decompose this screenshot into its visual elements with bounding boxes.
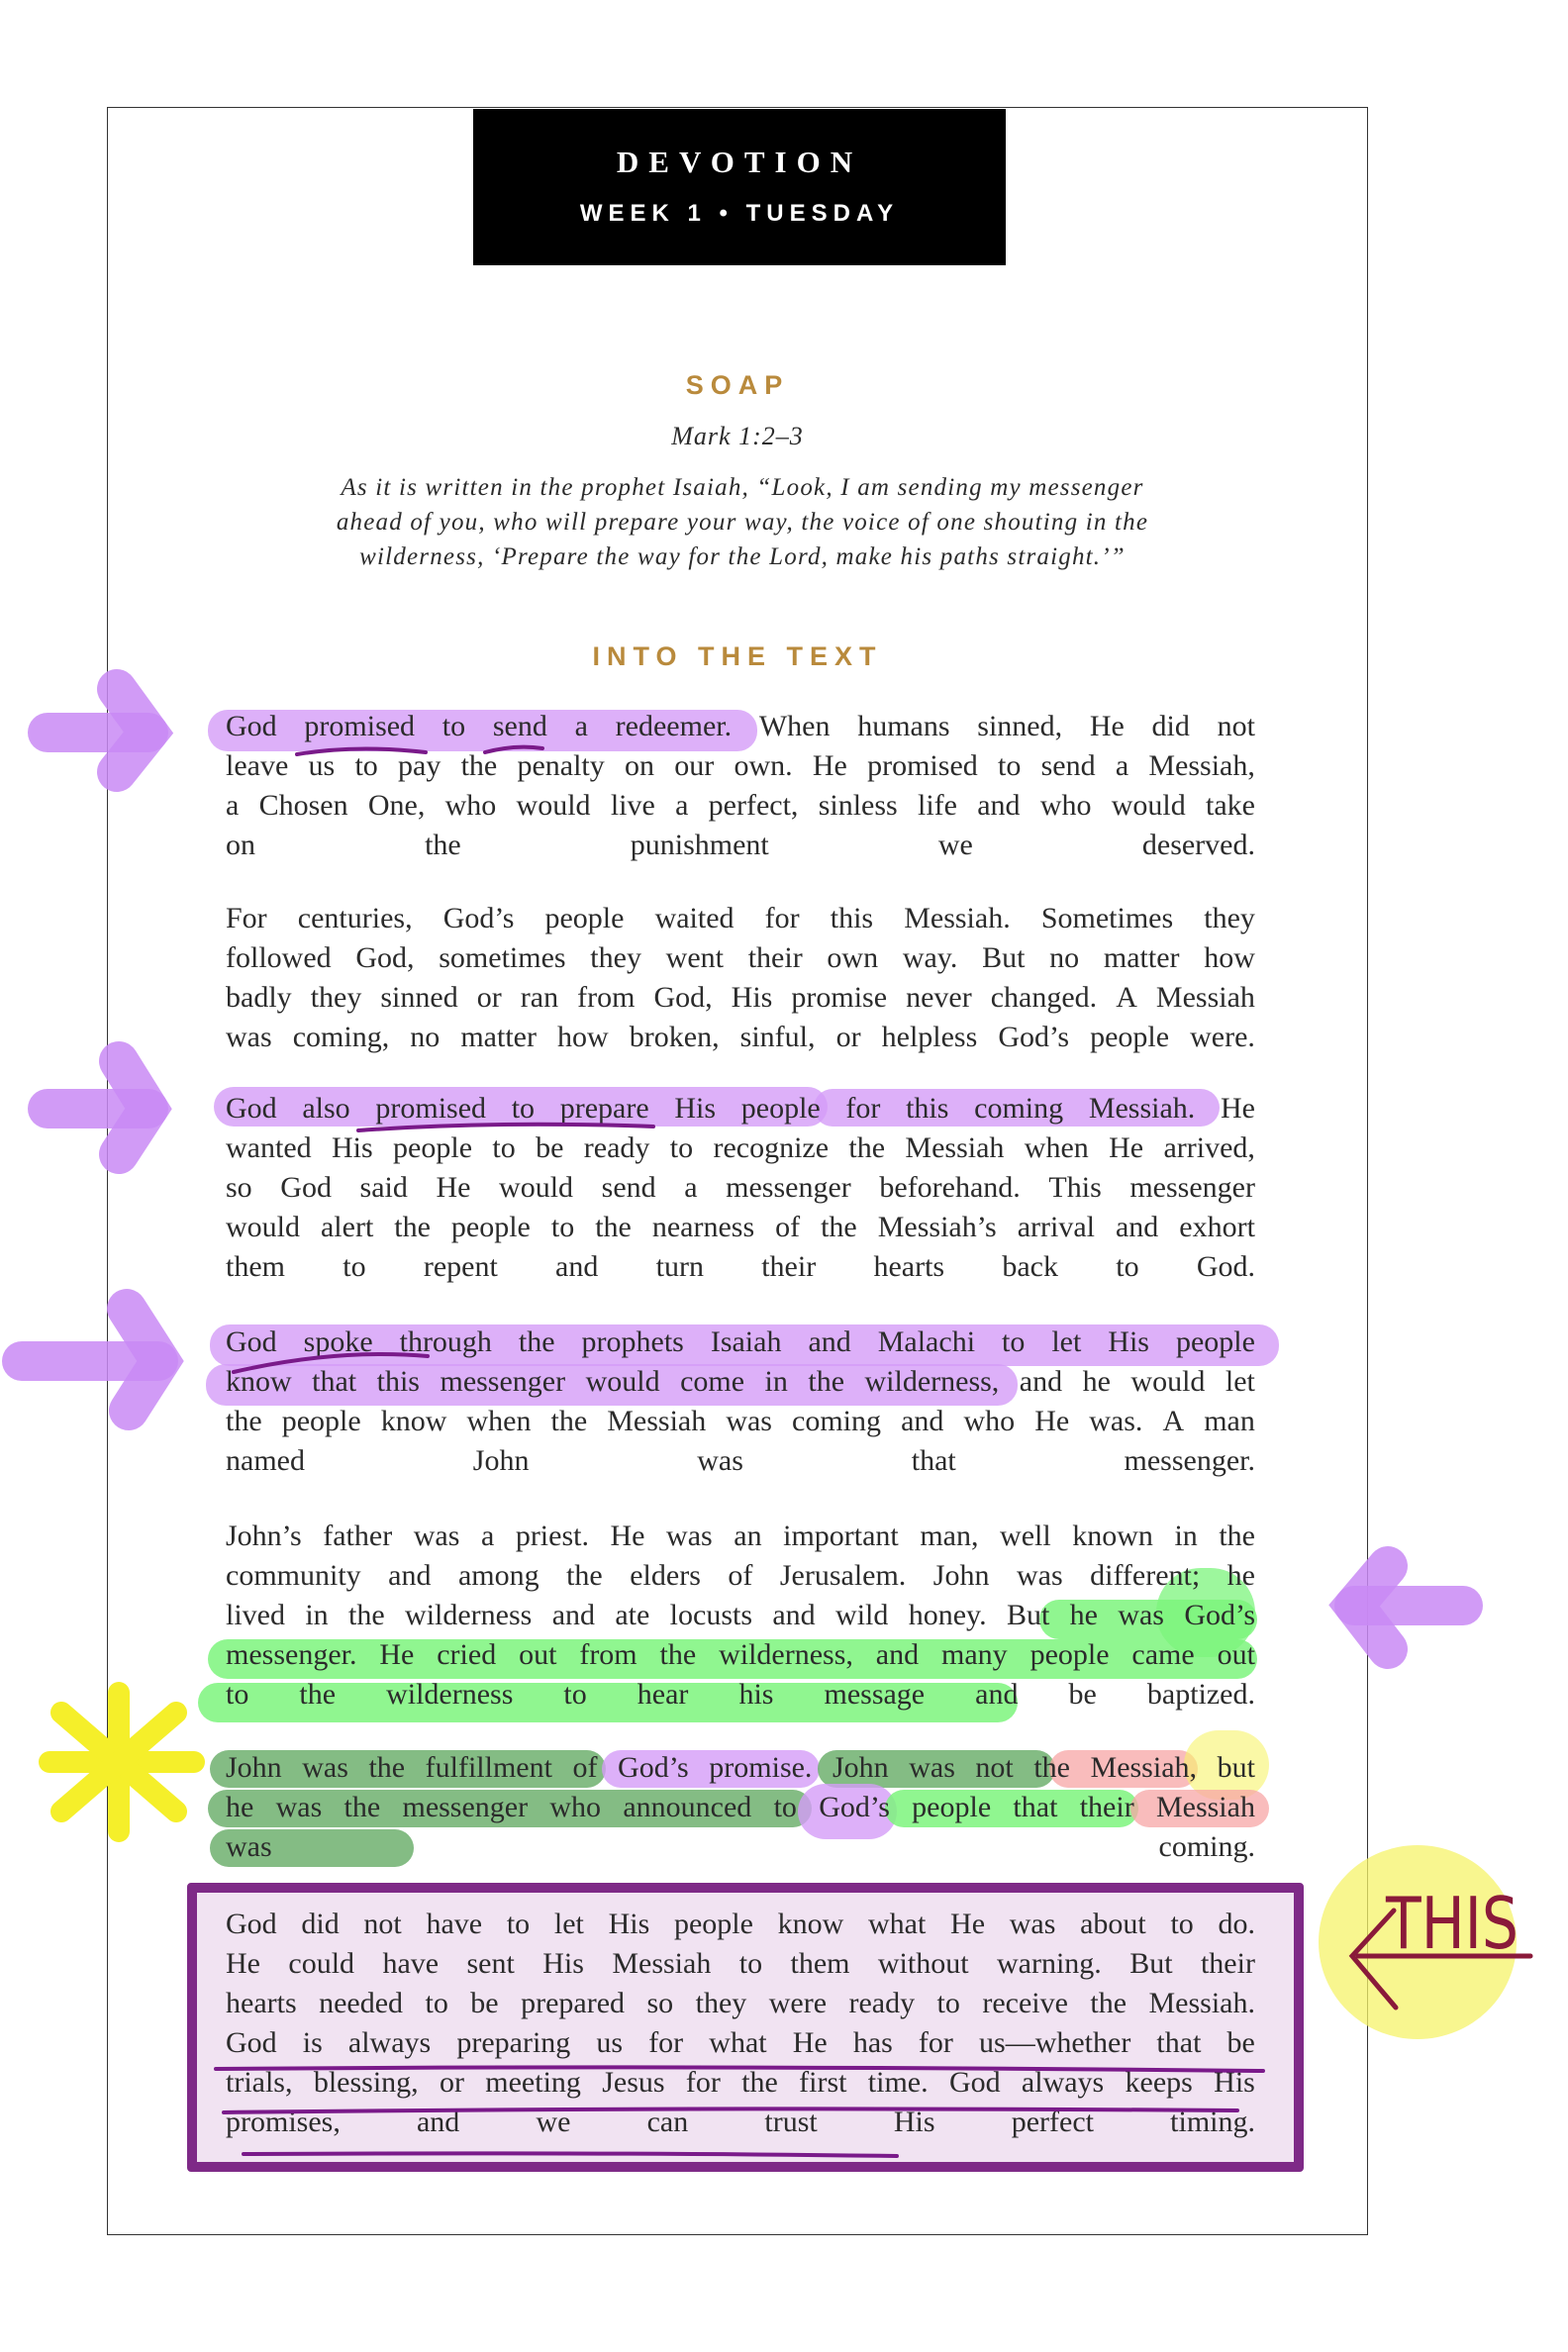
underline-marks bbox=[216, 747, 1263, 2156]
text-line: trials, blessing, or meeting Jesus for the first time. God always keeps His bbox=[226, 2066, 1255, 2099]
text-line: to the wilderness to hear his message and be baptized. bbox=[226, 1678, 1255, 1711]
text-line: promises, and we can trust His perfect timing. bbox=[226, 2106, 1255, 2138]
text-line: so God said He would send a messenger beforehand. This messenger bbox=[226, 1171, 1255, 1204]
text-line: John was the fulfillment of God’s promise. John was not the Messiah, but bbox=[226, 1751, 1255, 1784]
into-the-text-title: INTO THE TEXT bbox=[592, 641, 883, 671]
text-line: was coming, no matter how broken, sinful, or helpless God’s people were. bbox=[226, 1021, 1255, 1053]
text-line: wanted His people to be ready to recognize the Messiah when He arrived, bbox=[226, 1131, 1255, 1164]
arrow-right-icon bbox=[48, 1061, 148, 1154]
text-line: know that this messenger would come in the wilderness, and he would let bbox=[226, 1365, 1255, 1398]
text-line: God also promised to prepare His people for this coming Messiah. He bbox=[226, 1092, 1255, 1125]
header-title: DEVOTION bbox=[616, 145, 863, 179]
text-line: God is always preparing us for what He has for us—whether that be bbox=[226, 2026, 1255, 2059]
text-line: he was the messenger who announced to God’s people that their Messiah bbox=[226, 1791, 1255, 1823]
text-line: on the punishment we deserved. bbox=[226, 829, 1255, 861]
text-line: hearts needed to be prepared so they were ready to receive the Messiah. bbox=[226, 1987, 1255, 2019]
text-line: would alert the people to the nearness of the Messiah’s arrival and exhort bbox=[226, 1211, 1255, 1243]
text-line: followed God, sometimes they went their own way. But no matter how bbox=[226, 941, 1255, 974]
verse-line: As it is written in the prophet Isaiah, “Look, I am sending my messenger bbox=[341, 474, 1144, 501]
verse-line: ahead of you, who will prepare your way, the voice of one shouting in the bbox=[336, 509, 1149, 536]
arrow-right-icon bbox=[48, 689, 148, 772]
scripture-reference: Mark 1:2–3 bbox=[671, 422, 804, 450]
text-line: the people know when the Messiah was coming and who He was. A man bbox=[226, 1405, 1255, 1437]
text-line: God spoke through the prophets Isaiah and Malachi to let His people bbox=[226, 1325, 1255, 1358]
text-line: badly they sinned or ran from God, His promise never changed. A Messiah bbox=[226, 981, 1255, 1014]
text-line: God promised to send a redeemer. When humans sinned, He did not bbox=[226, 710, 1255, 742]
arrow-right-icon bbox=[22, 1309, 160, 1411]
arrow-left-icon bbox=[1354, 1566, 1463, 1649]
text-line: messenger. He cried out from the wilderness, and many people came out bbox=[226, 1638, 1255, 1671]
text-line: He could have sent His Messiah to them without warning. But their bbox=[226, 1947, 1255, 1980]
text-line: leave us to pay the penalty on our own. He promised to send a Messiah, bbox=[226, 749, 1255, 782]
text-line: named John was that messenger. bbox=[226, 1444, 1255, 1477]
verse-line: wilderness, ‘Prepare the way for the Lord, make his paths straight.’” bbox=[359, 543, 1126, 570]
text-line: God did not have to let His people know what He was about to do. bbox=[226, 1908, 1255, 1940]
text-line: a Chosen One, who would live a perfect, sinless life and who would take bbox=[226, 789, 1255, 822]
text-line: them to repent and turn their hearts back to God. bbox=[226, 1250, 1255, 1283]
handwritten-note: THIS bbox=[1385, 1882, 1519, 1965]
text-line: lived in the wilderness and ate locusts and wild honey. But he was God’s bbox=[226, 1599, 1255, 1631]
asterisk-icon bbox=[49, 1693, 194, 1831]
text-line: community and among the elders of Jerusalem. John was different; he bbox=[226, 1559, 1255, 1592]
text-line: John’s father was a priest. He was an important man, well known in the bbox=[226, 1519, 1255, 1552]
soap-title: SOAP bbox=[685, 370, 790, 400]
text-line: was coming. bbox=[226, 1830, 1255, 1863]
text-line: For centuries, God’s people waited for this Messiah. Sometimes they bbox=[226, 902, 1255, 934]
header-subtitle: WEEK 1 • TUESDAY bbox=[579, 200, 900, 227]
